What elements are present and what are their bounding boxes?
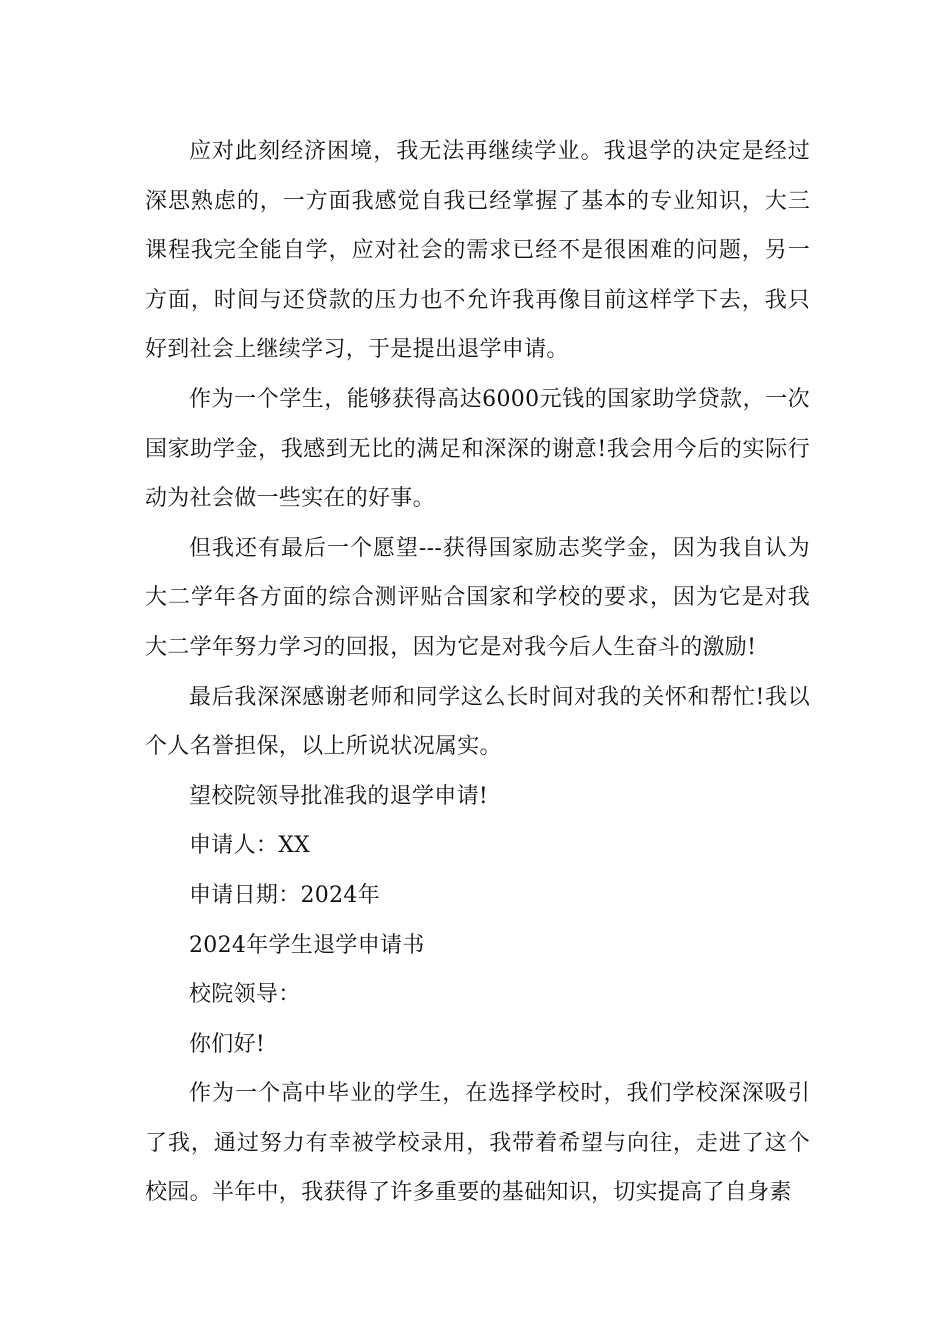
- paragraph-student-loan: 作为一个学生，能够获得高达6000元钱的国家助学贷款，一次国家助学金，我感到无比的满足和深深的谢意!我会用今后的实际行动为社会做一些实在的好事。: [145, 386, 810, 512]
- salutation: 校院领导：: [189, 982, 301, 1008]
- applicant-line: 申请人：XX: [189, 833, 311, 859]
- paragraph-introduction: 作为一个高中毕业的学生，在选择学校时，我们学校深深吸引了我，通过努力有幸被学校录用，我带着希望与向往，走进了这个校园。半年中，我获得了许多重要的基础知识，切实提高了自身素: [145, 1081, 810, 1206]
- paragraph-economic-hardship: 应对此刻经济困境，我无法再继续学业。我退学的决定是经过深思熟虑的，一方面我感觉自我已经掌握了基本的专业知识，大三课程我完全能自学，应对社会的需求已经不是很困难的问题，另一方面，时间与还贷款的压力也不允许我再像目前这样学下去，我只好到社会上继续学习，于是提出退学申请。: [145, 139, 810, 363]
- paragraph-request-approval: 望校院领导批准我的退学申请!: [189, 783, 489, 809]
- second-letter-title: 2024年学生退学申请书: [189, 932, 425, 958]
- paragraph-scholarship-wish: 但我还有最后一个愿望---获得国家励志奖学金，因为我自认为大二学年各方面的综合测评贴合国家和学校的要求，因为它是对我大二学年努力学习的回报，因为它是对我今后人生奋斗的激励!: [145, 535, 810, 660]
- document-body: [145, 127, 810, 1218]
- paragraph-thanks: 最后我深深感谢老师和同学这么长时间对我的关怀和帮忙!我以个人名誉担保，以上所说状况属实。: [145, 684, 810, 760]
- greeting: 你们好!: [189, 1031, 266, 1057]
- application-date-line: 申请日期：2024年: [189, 882, 380, 908]
